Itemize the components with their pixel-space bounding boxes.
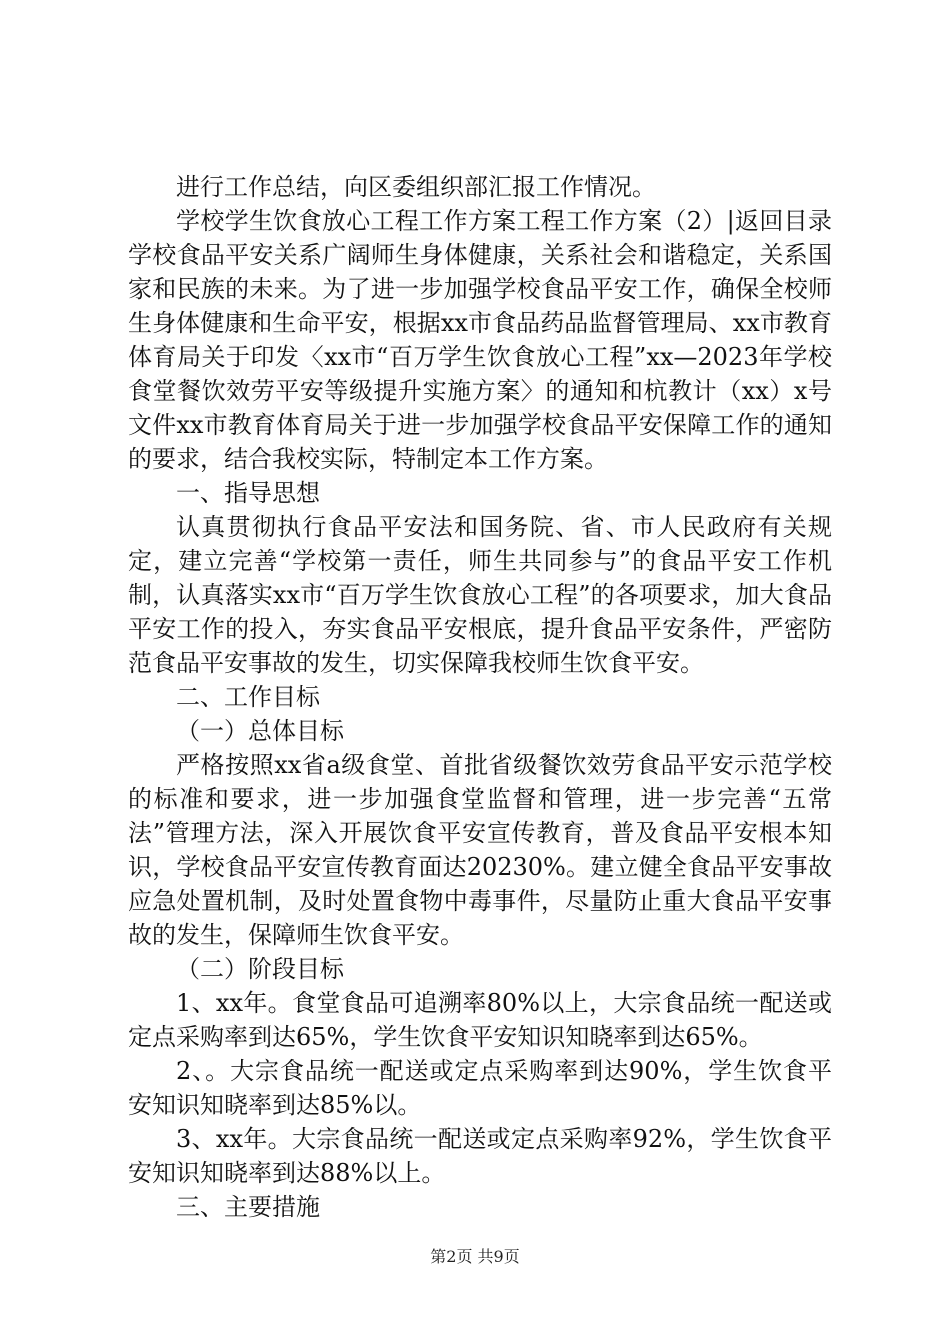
paragraph: 进行工作总结，向区委组织部汇报工作情况。 xyxy=(176,173,656,201)
paragraph: 严格按照xx省a级食堂、首批省级餐饮效劳食品平安示范学校的标准和要求，进一步加强食堂监督和管理，进一步完善“五常法”管理方法，深入开展饮食平安宣传教育，普及食品平安根本知识，学校食品平安宣传教育面达20230%。建立健全食品平安事故应急处置机制，及时处置食物中毒事件，尽量防止重大食品平安事故的发生，保障师生饮食平安。 xyxy=(128,751,832,949)
list-item: 3、xx年。大宗食品统一配送或定点采购率92%，学生饮食平安知识知晓率到达88%以上。 xyxy=(128,1125,832,1187)
section-heading: 一、指导思想 xyxy=(176,479,320,507)
section-heading: 二、工作目标 xyxy=(176,683,320,711)
paragraph: 学校学生饮食放心工程工作方案工程工作方案（2）|返回目录学校食品平安关系广阔师生身体健康，关系社会和谐稳定，关系国家和民族的未来。为了进一步加强学校食品平安工作，确保全校师生身体健康和生命平安，根据xx市食品药品监督管理局、xx市教育体育局关于印发〈xx市“百万学生饮食放心工程”xx—2023年学校食堂餐饮效劳平安等级提升实施方案〉的通知和杭教计（xx）x号文件xx市教育体育局关于进一步加强学校食品平安保障工作的通知的要求，结合我校实际，特制定本工作方案。 xyxy=(128,207,832,473)
section-heading: 三、主要措施 xyxy=(176,1193,320,1221)
paragraph: 认真贯彻执行食品平安法和国务院、省、市人民政府有关规定，建立完善“学校第一责任，师生共同参与”的食品平安工作机制，认真落实xx市“百万学生饮食放心工程”的各项要求，加大食品平安工作的投入，夯实食品平安根底，提升食品平安条件，严密防范食品平安事故的发生，切实保障我校师生饮食平安。 xyxy=(128,513,832,677)
page-footer: 第2页 共9页 xyxy=(430,1247,520,1266)
subsection-heading: （一）总体目标 xyxy=(176,717,344,745)
subsection-heading: （二）阶段目标 xyxy=(176,955,344,983)
list-item: 1、xx年。食堂食品可追溯率80%以上，大宗食品统一配送或定点采购率到达65%，学生饮食平安知识知晓率到达65%。 xyxy=(128,989,832,1051)
document-body xyxy=(128,170,832,1224)
list-item: 2、。大宗食品统一配送或定点采购率到达90%，学生饮食平安知识知晓率到达85%以。 xyxy=(128,1057,832,1119)
